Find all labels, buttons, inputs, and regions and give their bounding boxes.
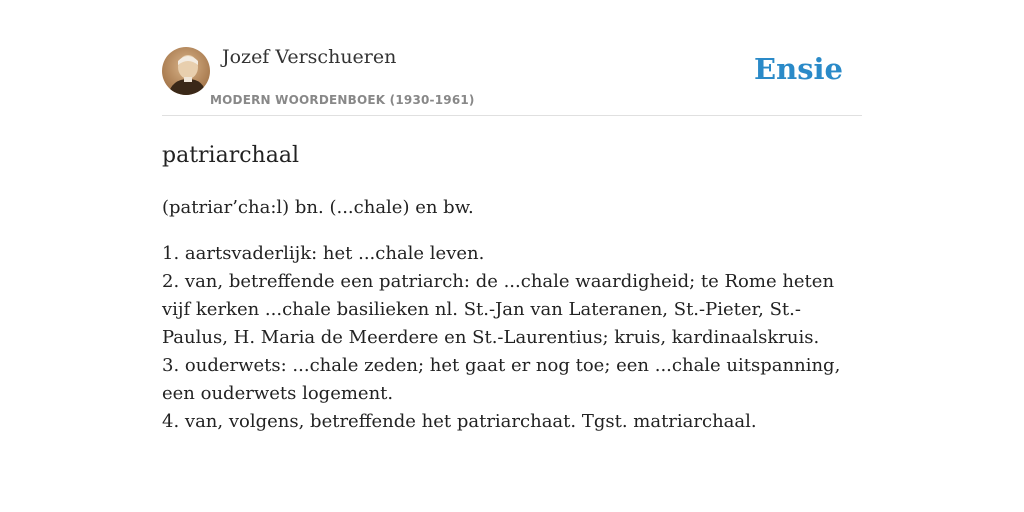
definition-item: 2. van, betreffende een patriarch: de ...chale waardigheid; te Rome heten vijf kerken ...chale basilieken nl. St.-Jan van Lateranen, St.-Pieter, St.-Paulus, H. Maria de Meerdere en St.-Laurentius; kruis, kardinaalskruis. (162, 271, 835, 348)
entry-card (162, 40, 862, 436)
definition-item: 1. aartsvaderlijk: het ...chale leven. (162, 243, 485, 264)
brand-logo[interactable]: Ensie (754, 52, 843, 86)
author-portrait-icon (162, 47, 210, 95)
entry-pronunciation: (patriar’cha:l) bn. (...chale) en bw. (162, 197, 474, 218)
author-name[interactable]: Jozef Verschueren (222, 46, 397, 68)
definition-item: 3. ouderwets: ...chale zeden; het gaat er nog toe; een ...chale uitspanning, een ouderwets logement. (162, 355, 841, 404)
entry-header (162, 40, 862, 116)
dictionary-source[interactable]: MODERN WOORDENBOEK (1930-1961) (210, 93, 475, 107)
entry-title: patriarchaal (162, 143, 299, 168)
avatar[interactable] (162, 47, 210, 95)
definition-list (162, 240, 862, 436)
definition-item: 4. van, volgens, betreffende het patriarchaat. Tgst. matriarchaal. (162, 411, 757, 432)
